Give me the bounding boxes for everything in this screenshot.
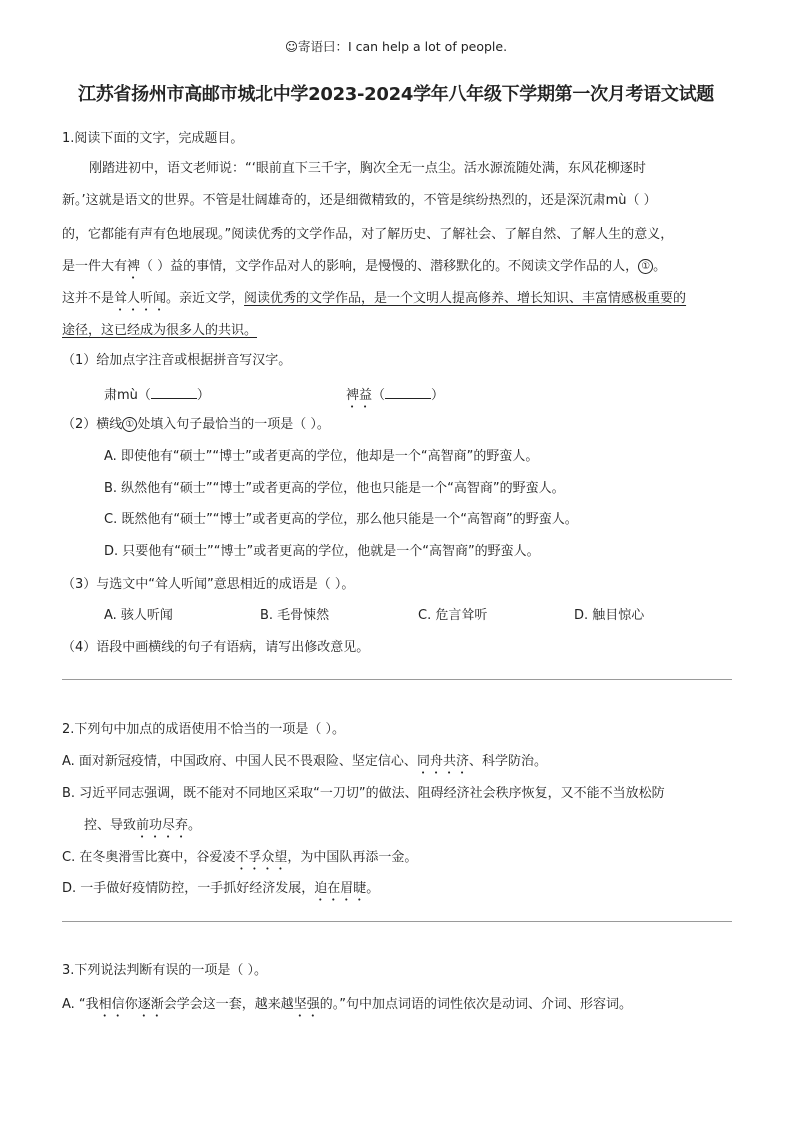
q1-para-line-5: 这并不是耸人听闻。亲近文学，阅读优秀的文学作品，是一个文明人提高修养、增长知识、丰富情感极重要的 <box>62 291 687 306</box>
q1-sub2-option-c[interactable]: C. 既然他有“硕士”“博士”或者更高的学位，那么他只能是一个“高智商”的野蛮人。 <box>104 512 578 527</box>
q1-sub2-option-a[interactable]: A. 即使他有“硕士”“博士”或者更高的学位，他却是一个“高智商”的野蛮人。 <box>104 449 539 464</box>
answer-blank[interactable] <box>151 386 197 399</box>
q3-stem: 3.下列说法判断有误的一项是（ ）。 <box>62 963 268 978</box>
q2-option-b[interactable]: B. 习近平同志强调，既不能对不同地区采取“一刀切”的做法、阻碍经济社会秩序恢复，又不能不当放松防 <box>62 786 665 801</box>
q1-para-line-2: 新。’这就是语文的世界。不管是壮阔雄奇的，还是细微精致的，不管是缤纷热烈的，还是深沉肃mù（ ） <box>62 193 657 208</box>
dotted-phrase: 耸人听闻 <box>114 291 167 306</box>
q1-sub3-option-c[interactable]: C. 危言耸听 <box>418 608 488 623</box>
q1-para-line-6: 途径，这已经成为很多人的共识。 <box>62 323 258 338</box>
q1-sub2-option-b[interactable]: B. 纵然他有“硕士”“博士”或者更高的学位，他也只能是一个“高智商”的野蛮人。 <box>104 481 565 496</box>
q1-sub1-item-a: 肃mù（ ） <box>104 388 210 403</box>
q1-para-line-1: 刚踏进初中，语文老师说：“‘眼前直下三千字，胸次全无一点尘。活水源流随处满，东风花柳逐时 <box>89 161 646 176</box>
page-title: 江苏省扬州市高邮市城北中学2023-2024学年八年级下学期第一次月考语文试题 <box>78 84 714 105</box>
q1-stem: 1.阅读下面的文字，完成题目。 <box>62 131 244 146</box>
divider <box>62 921 732 922</box>
q2-option-c[interactable]: C. 在冬奥滑雪比赛中，谷爱凌不孚众望，为中国队再添一金。 <box>62 850 418 865</box>
underlined-sentence: 阅读优秀的文学作品，是一个文明人提高修养、增长知识、丰富情感极重要的 <box>244 291 687 306</box>
q1-sub3-option-a[interactable]: A. 骇人听闻 <box>104 608 173 623</box>
q1-sub2: （2）横线 ① 处填入句子最恰当的一项是（ ）。 <box>62 417 330 432</box>
q1-sub4: （4）语段中画横线的句子有语病，请写出修改意见。 <box>62 640 370 655</box>
q2-stem: 2.下列句中加点的成语使用不恰当的一项是（ ）。 <box>62 722 346 737</box>
q1-para-line-4: 是一件大有裨（ ）益的事情，文学作品对人的影响，是慢慢的、潜移默化的。不阅读文学作品的人， ① 。 <box>62 259 667 274</box>
answer-blank[interactable] <box>385 386 431 399</box>
q3-option-a[interactable]: A. “我相信你逐渐会学会这一套，越来越坚强的。”句中加点词语的词性依次是动词、介词、形容词。 <box>62 997 632 1012</box>
q1-sub3-option-b[interactable]: B. 毛骨悚然 <box>260 608 330 623</box>
q1-sub1: （1）给加点字注音或根据拼音写汉字。 <box>62 353 292 368</box>
q1-sub3: （3）与选文中“耸人听闻”意思相近的成语是（ ）。 <box>62 577 355 592</box>
blank-marker: ① <box>638 259 653 274</box>
text: （ ）益的事情，文学作品对人的影响，是慢慢的、潜移默化的。不阅读文学作品的人， <box>140 259 639 274</box>
q1-sub1-item-b: 裨益（ ） <box>346 388 445 403</box>
dotted-char: 裨 <box>127 259 141 274</box>
q2-option-a[interactable]: A. 面对新冠疫情，中国政府、中国人民不畏艰险、坚定信心、同舟共济、科学防治。 <box>62 754 547 769</box>
q2-option-d[interactable]: D. 一手做好疫情防控，一手抓好经济发展，迫在眉睫。 <box>62 881 380 896</box>
q2-option-b-cont[interactable]: 控、导致前功尽弃。 <box>84 818 202 833</box>
text: 是一件大有 <box>62 259 128 274</box>
q1-sub3-option-d[interactable]: D. 触目惊心 <box>574 608 645 623</box>
answer-line[interactable] <box>62 679 732 680</box>
q1-para-line-3: 的，它都能有声有色地展现。”阅读优秀的文学作品，对了解历史、了解社会、了解自然、了解人生的意义， <box>62 227 674 242</box>
motto: ☺寄语曰：I can help a lot of people. <box>284 39 508 54</box>
q1-sub2-option-d[interactable]: D. 只要他有“硕士”“博士”或者更高的学位，他就是一个“高智商”的野蛮人。 <box>104 544 540 559</box>
